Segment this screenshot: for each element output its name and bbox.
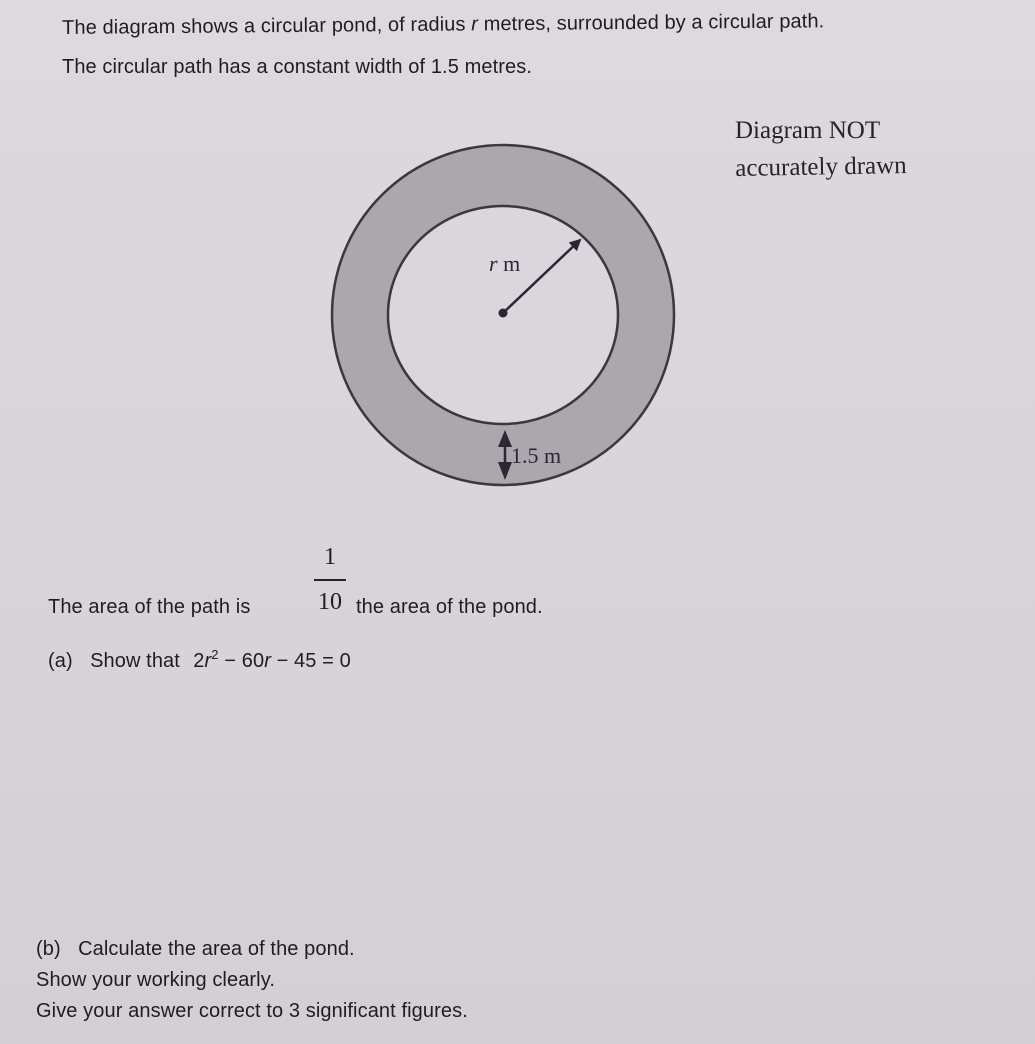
intro-line-1-end: metres, surrounded by a circular path. xyxy=(477,10,825,36)
radius-label-variable: r xyxy=(489,251,498,276)
fraction-one-tenth xyxy=(310,542,350,622)
part-a-label: (a) xyxy=(48,650,73,672)
equation-end: − 45 = 0 xyxy=(270,650,351,672)
diagram-note-line-2: accurately drawn xyxy=(735,152,907,182)
fraction-bar xyxy=(314,579,346,581)
part-a xyxy=(48,649,351,673)
diagram-note-line-1: Diagram NOT xyxy=(735,117,881,144)
statement-suffix: the area of the pond. xyxy=(356,596,543,618)
intro-line-1-start: The diagram shows a circular pond, of radius xyxy=(62,13,472,39)
part-a-text: Show that xyxy=(90,650,180,672)
equation-variable-2: r xyxy=(264,650,271,672)
statement-prefix: The area of the path is xyxy=(48,596,251,618)
part-b-instruction-2: Show your working clearly. xyxy=(36,969,275,991)
intro-radius-variable: r xyxy=(471,13,479,36)
equation-exponent: 2 xyxy=(211,647,219,662)
part-b-instruction-1: Calculate the area of the pond. xyxy=(78,938,355,960)
width-label: 1.5 m xyxy=(511,443,562,468)
equation-variable-1: r xyxy=(204,650,212,672)
intro-line-2: The circular path has a constant width of 1.5 metres. xyxy=(62,56,532,78)
part-b-label: (b) xyxy=(36,938,61,960)
pond-centre-dot xyxy=(499,309,508,318)
part-a-equation xyxy=(193,647,351,672)
part-b-line-1 xyxy=(36,937,355,961)
radius-label-unit: m xyxy=(497,251,521,276)
fraction-numerator: 1 xyxy=(324,544,336,570)
equation-middle: − 60 xyxy=(218,650,265,672)
part-b-instruction-3: Give your answer correct to 3 significant figures. xyxy=(36,1000,468,1022)
radius-label xyxy=(489,251,520,276)
fraction-denominator: 10 xyxy=(318,589,342,615)
equation-coefficient: 2 xyxy=(193,650,205,672)
